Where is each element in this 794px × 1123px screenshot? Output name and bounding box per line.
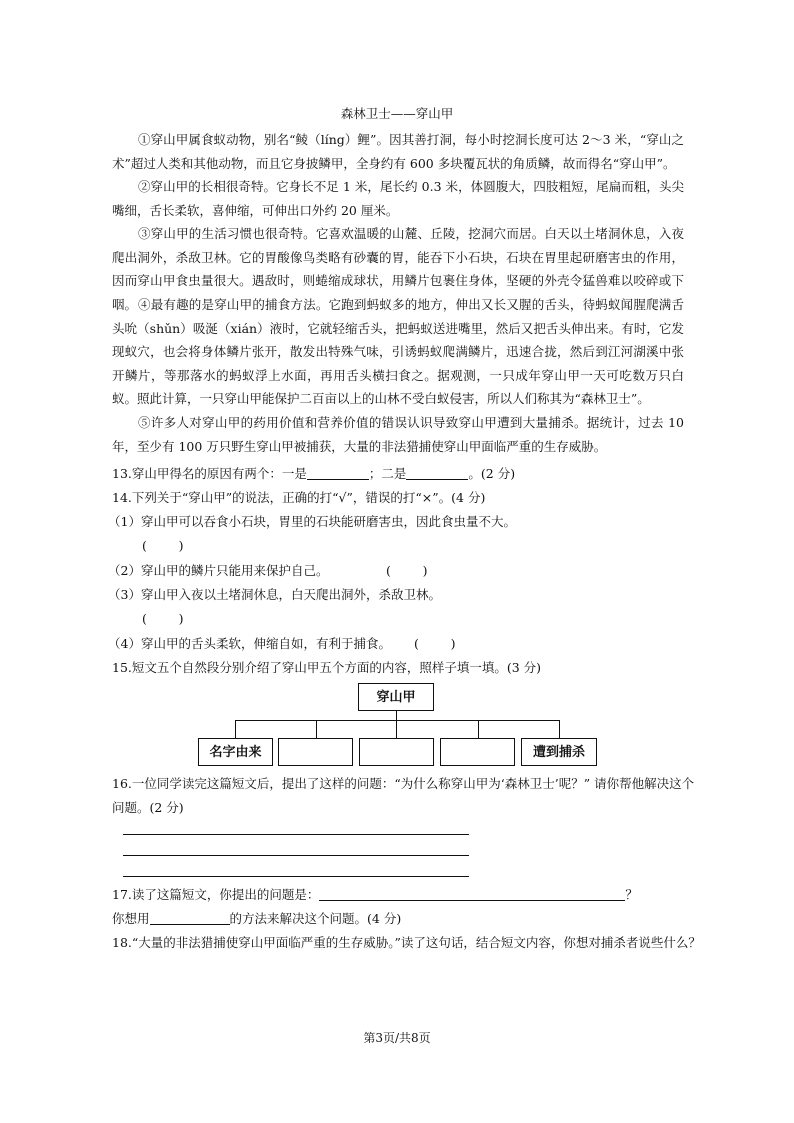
q14-item-4: （4）穿山甲的舌头柔软，伸缩自如，有利于捕食。 bbox=[108, 636, 391, 651]
diagram-branch-3 bbox=[396, 720, 397, 738]
question-16-line-1: 16.一位同学读完这篇短文后，提出了这样的问题：“为什么称穿山甲为‘森林卫士’呢？” 请你帮他解决这个 bbox=[112, 776, 695, 791]
diagram-leaf-box-4[interactable] bbox=[440, 738, 515, 766]
q16-answer-line-1[interactable] bbox=[123, 834, 469, 835]
q17-text-a-end: ？ bbox=[625, 887, 638, 902]
q13-text-b: ；二是 bbox=[368, 466, 407, 481]
q17-blank-question[interactable] bbox=[319, 886, 625, 901]
diagram-branch-1 bbox=[235, 720, 236, 738]
q14-item-3: （3）穿山甲入夜以土堵洞休息，白天爬出洞外，杀敌卫林。 bbox=[108, 587, 441, 602]
q13-text-c: 。(2 分) bbox=[468, 466, 516, 481]
diagram-branch-2 bbox=[316, 720, 317, 738]
question-13 bbox=[112, 462, 692, 486]
q14-answer-3[interactable]: ( ) bbox=[142, 611, 184, 626]
q17-text-b: 你想用 bbox=[112, 911, 150, 926]
q17-blank-method[interactable] bbox=[150, 910, 230, 925]
question-17-line-1 bbox=[112, 883, 692, 907]
paragraph-1: ①穿山甲属食蚁动物，别名“鲮（líng）鲤”。因其善打洞，每小时挖洞长度可达 2～3 米，“穿山之术”超过人类和其他动物，而且它身披鳞甲，全身约有 600 多块覆瓦状的角质鳞，故而得名“穿山甲”。 bbox=[112, 132, 684, 171]
diagram-horizontal-connector bbox=[235, 720, 560, 721]
q13-blank-1[interactable] bbox=[307, 465, 369, 480]
q14-answer-1[interactable]: ( ) bbox=[142, 538, 184, 553]
question-16-line-2: 问题。(2 分) bbox=[112, 800, 184, 815]
diagram-leaf-box-3[interactable] bbox=[359, 738, 434, 766]
page-footer: 第3页/共8页 bbox=[363, 1031, 431, 1045]
paragraph-5: ⑤许多人对穿山甲的药用价值和营养价值的错误认识导致穿山甲遭到大量捕杀。据统计，过去 10 年，至少有 100 万只野生穿山甲被捕获，大量的非法猎捕使穿山甲面临严重的生存威胁。 bbox=[112, 415, 684, 454]
q17-text-a: 17.读了这篇短文，你提出的问题是： bbox=[112, 887, 320, 902]
diagram-branch-5 bbox=[559, 720, 560, 738]
diagram-leaf-box-5: 遭到捕杀 bbox=[521, 738, 597, 766]
q14-item-1: （1）穿山甲可以吞食小石块，胃里的石块能研磨害虫，因此食虫量不大。 bbox=[108, 514, 516, 529]
diagram-leaf-box-2[interactable] bbox=[278, 738, 353, 766]
diagram-root-connector bbox=[396, 711, 397, 720]
paragraph-4: ④最有趣的是穿山甲的捕食方法。它跑到蚂蚁多的地方，伸出又长又腥的舌头，待蚂蚁闻腥爬满舌头吮（shǔn）吸涎（xián）液时，它就轻缩舌头，把蚂蚁送进嘴里，然后又把舌头伸出来。有时，它发现蚁穴，也会将身体鳞片张开，散发出特殊气味，引诱蚂蚁爬满鳞片，迅速合拢，然后到江河湖溪中张开鳞片，等那落水的蚂蚁浮上水面，再用舌头横扫食之。据观测，一只成年穿山甲一天可吃数万只白蚁。照此计算，一只穿山甲能保护二百亩以上的山林不受白蚁侵害，所以人们称其为“森林卫士”。 bbox=[112, 297, 684, 406]
q14-item-2: （2）穿山甲的鳞片只能用来保护自己。 bbox=[108, 563, 329, 578]
passage-title: 森林卫士——穿山甲 bbox=[340, 106, 454, 121]
diagram-leaf-box-1: 名字由来 bbox=[198, 738, 273, 766]
q16-answer-line-3[interactable] bbox=[123, 876, 469, 877]
question-15-stem: 15.短文五个自然段分别介绍了穿山甲五个方面的内容，照样子填一填。(3 分) bbox=[112, 660, 542, 675]
q13-blank-2[interactable] bbox=[406, 465, 468, 480]
diagram-branch-4 bbox=[478, 720, 479, 738]
q16-answer-line-2[interactable] bbox=[123, 855, 469, 856]
diagram-root-box: 穿山甲 bbox=[358, 683, 434, 711]
question-18: 18.“大量的非法猎捕使穿山甲面临严重的生存威胁。”读了这句话，结合短文内容，你想对捕杀者说些什么？ bbox=[112, 935, 701, 950]
question-17-line-2 bbox=[112, 907, 692, 931]
paragraph-2: ②穿山甲的长相很奇特。它身长不足 1 米，尾长约 0.3 米，体圆腹大，四肢粗短，尾扁而粗，头尖嘴细，舌长柔软，喜伸缩，可伸出口外约 20 厘米。 bbox=[112, 179, 684, 218]
q14-answer-2[interactable]: ( ) bbox=[386, 563, 428, 578]
question-14-stem: 14.下列关于“穿山甲”的说法，正确的打“√”，错误的打“×”。(4 分) bbox=[112, 490, 486, 505]
paragraph-3: ③穿山甲的生活习惯也很奇特。它喜欢温暖的山麓、丘陵，挖洞穴而居。白天以土堵洞休息，入夜爬出洞外，杀敌卫林。它的胃酸像鸟类略有砂囊的胃，能吞下小石块，石块在胃里起研磨害虫的作用，因而穿山甲食虫量很大。遇敌时，则蜷缩成球状，用鳞片包裹住身体，坚硬的外壳令猛兽难以咬碎或下咽。 bbox=[112, 226, 684, 312]
q13-text-a: 13.穿山甲得名的原因有两个：一是 bbox=[112, 466, 307, 481]
q17-text-b-end: 的方法来解决这个问题。(4 分) bbox=[229, 911, 402, 926]
q14-answer-4[interactable]: ( ) bbox=[414, 636, 456, 651]
